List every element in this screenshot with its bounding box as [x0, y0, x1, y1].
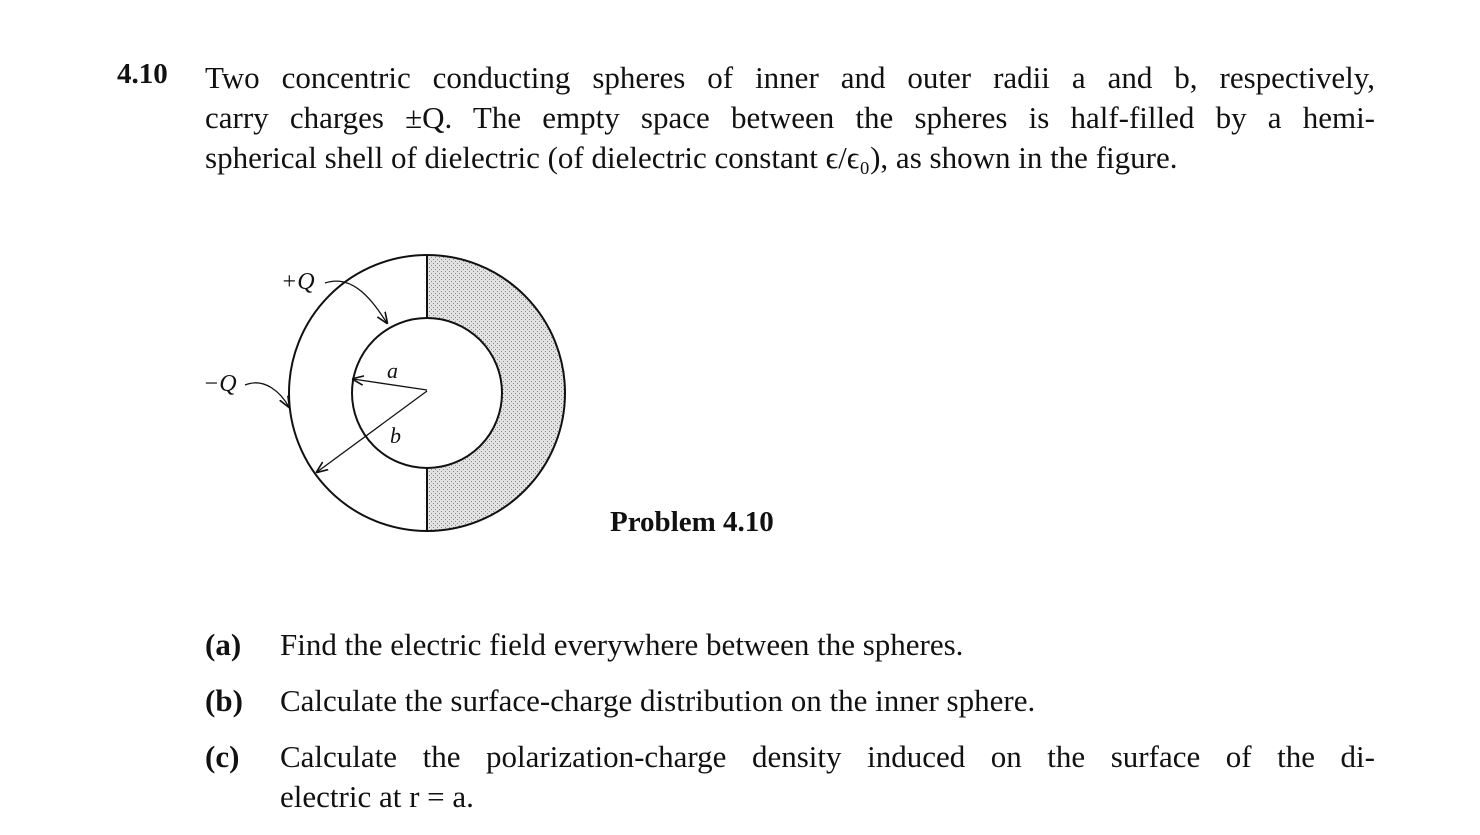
part-a-label: (a): [205, 627, 242, 662]
problem-statement: [205, 58, 1375, 178]
part-b-text: Calculate the surface-charge distribution on the inner sphere.: [280, 683, 1036, 718]
part-a: [205, 625, 1375, 665]
label-plus-q: +Q: [281, 269, 315, 295]
minus-q-leader: [245, 383, 289, 407]
plus-q-leader: [325, 281, 387, 323]
label-minus-q: −Q: [203, 371, 237, 397]
problem-line-1: Two concentric conducting spheres of inner and outer radii a and b, respectively,: [205, 60, 1375, 95]
part-b-label: (b): [205, 683, 243, 718]
part-c-text-line-2: electric at r = a.: [280, 779, 474, 814]
label-a: a: [387, 358, 398, 383]
part-a-text: Find the electric field everywhere between the spheres.: [280, 627, 964, 662]
problem-parts: [205, 625, 1375, 833]
part-c: [205, 737, 1375, 817]
inner-sphere: [352, 318, 502, 468]
part-c-text-line-1: Calculate the polarization-charge density induced on the surface of the di-: [280, 739, 1375, 774]
problem-line-2: carry charges ±Q. The empty space between the spheres is half-filled by a hemi-: [205, 100, 1375, 135]
part-b: [205, 681, 1375, 721]
concentric-spheres-figure: [195, 245, 595, 545]
part-c-label: (c): [205, 739, 240, 774]
problem-line-3: spherical shell of dielectric (of dielectric constant ϵ/ϵ₀), as shown in the figure.: [205, 140, 1178, 175]
problem-number: 4.10: [117, 58, 168, 90]
figure-caption: Problem 4.10: [610, 506, 774, 538]
label-b: b: [390, 423, 401, 448]
